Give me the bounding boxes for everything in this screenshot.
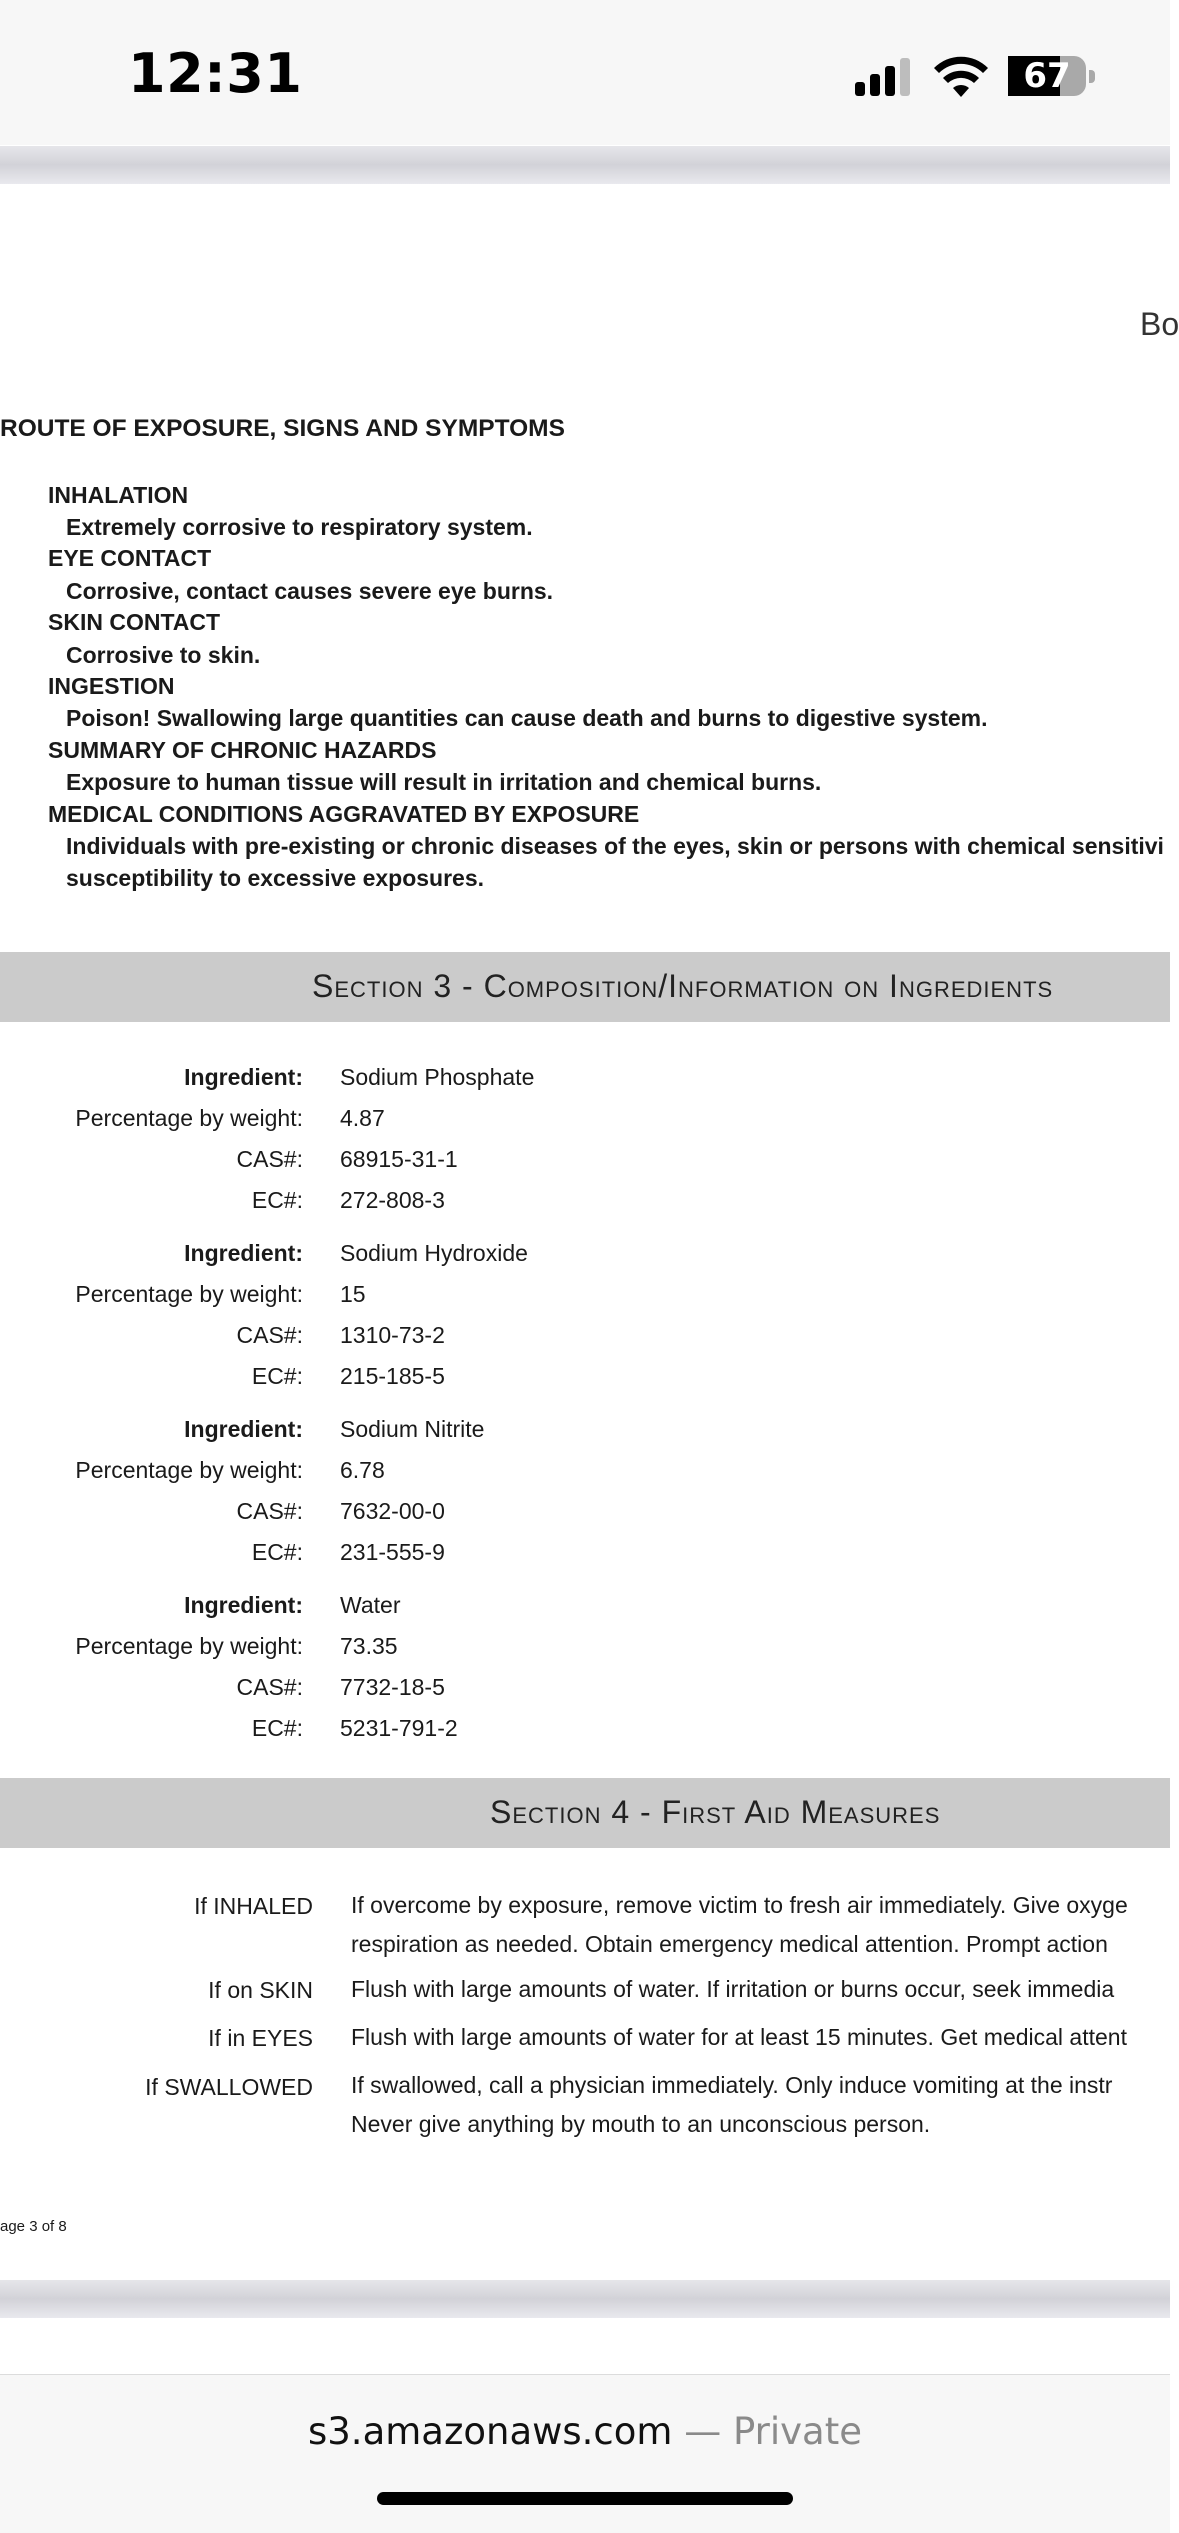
- first-aid-label: If on SKIN: [208, 1977, 313, 2003]
- route-text: Poison! Swallowing large quantities can cause death and burns to digestive system.: [66, 705, 988, 731]
- cellular-signal-icon: [855, 58, 915, 96]
- ingredient-ec: 215-185-5: [340, 1363, 445, 1389]
- first-aid-text: If swallowed, call a physician immediately. Only induce vomiting at the instr: [351, 2072, 1113, 2098]
- ingredient-ec: 272-808-3: [340, 1187, 445, 1213]
- percentage-label: Percentage by weight:: [75, 1105, 303, 1131]
- ingredient-cas: 7632-00-0: [340, 1498, 445, 1524]
- page-header-fragment: Bo: [1140, 306, 1179, 342]
- page-separator: [0, 146, 1170, 184]
- address-bar[interactable]: [0, 2410, 1170, 2453]
- ec-label: EC#:: [251, 1187, 303, 1213]
- first-aid-text: Flush with large amounts of water. If irritation or burns occur, seek immedia: [351, 1976, 1115, 2002]
- home-indicator[interactable]: [377, 2492, 793, 2505]
- percentage-label: Percentage by weight:: [75, 1633, 303, 1659]
- route-text: Corrosive to skin.: [66, 642, 261, 668]
- route-heading: EYE CONTACT: [48, 545, 212, 571]
- clock: 12:31: [128, 42, 303, 105]
- ingredient-percent: 73.35: [340, 1633, 398, 1659]
- page-number: age 3 of 8: [0, 2218, 67, 2235]
- first-aid-text: respiration as needed. Obtain emergency medical attention. Prompt action: [351, 1931, 1108, 1957]
- battery-level: 67: [1023, 56, 1071, 96]
- first-aid-text: Flush with large amounts of water for at least 15 minutes. Get medical attent: [351, 2024, 1127, 2050]
- ec-label: EC#:: [251, 1539, 303, 1565]
- route-heading: SKIN CONTACT: [48, 609, 221, 635]
- page-separator: [0, 2280, 1170, 2318]
- wifi-icon: [933, 56, 989, 98]
- route-heading: MEDICAL CONDITIONS AGGRAVATED BY EXPOSURE: [48, 801, 640, 827]
- cas-label: CAS#:: [236, 1498, 303, 1524]
- section-3-title: Section 3 - Composition/Information on Ingredients: [312, 968, 1054, 1004]
- ingredient-name: Sodium Nitrite: [340, 1416, 485, 1442]
- first-aid-text: If overcome by exposure, remove victim to fresh air immediately. Give oxyge: [351, 1892, 1128, 1918]
- route-text: Individuals with pre-existing or chronic diseases of the eyes, skin or persons with chemical sensitivi: [66, 833, 1164, 859]
- battery-cap: [1089, 70, 1095, 83]
- ingredient-ec: 231-555-9: [340, 1539, 445, 1565]
- cas-label: CAS#:: [236, 1674, 303, 1700]
- route-heading: INGESTION: [48, 673, 175, 699]
- percentage-label: Percentage by weight:: [75, 1457, 303, 1483]
- ingredient-name: Water: [340, 1592, 401, 1618]
- browser-bottom-bar: [0, 2374, 1170, 2533]
- first-aid-label: If in EYES: [208, 2025, 313, 2051]
- route-heading: SUMMARY OF CHRONIC HAZARDS: [48, 737, 437, 763]
- first-aid-label: If INHALED: [194, 1893, 313, 1919]
- private-label: — Private: [672, 2410, 862, 2453]
- ingredient-ec: 5231-791-2: [340, 1715, 458, 1741]
- ingredient-label: Ingredient:: [184, 1416, 303, 1442]
- ingredient-percent: 15: [340, 1281, 366, 1307]
- route-text: Corrosive, contact causes severe eye burns.: [66, 578, 554, 604]
- ingredient-cas: 68915-31-1: [340, 1146, 458, 1172]
- route-text: Extremely corrosive to respiratory system.: [66, 514, 533, 540]
- cas-label: CAS#:: [236, 1146, 303, 1172]
- ingredient-cas: 7732-18-5: [340, 1674, 445, 1700]
- ec-label: EC#:: [251, 1715, 303, 1741]
- route-exposure-title: ROUTE OF EXPOSURE, SIGNS AND SYMPTOMS: [0, 415, 565, 442]
- cas-label: CAS#:: [236, 1322, 303, 1348]
- ingredient-label: Ingredient:: [184, 1064, 303, 1090]
- ingredient-label: Ingredient:: [184, 1592, 303, 1618]
- first-aid-label: If SWALLOWED: [145, 2074, 313, 2100]
- route-text: susceptibility to excessive exposures.: [66, 865, 485, 891]
- route-text: Exposure to human tissue will result in irritation and chemical burns.: [66, 769, 822, 795]
- section-4-title: Section 4 - First Aid Measures: [490, 1794, 941, 1830]
- ingredient-name: Sodium Phosphate: [340, 1064, 535, 1090]
- battery-icon: [1008, 56, 1086, 96]
- ec-label: EC#:: [251, 1363, 303, 1389]
- status-bar: [0, 0, 1170, 145]
- ingredient-name: Sodium Hydroxide: [340, 1240, 528, 1266]
- url-domain: s3.amazonaws.com: [307, 2410, 673, 2453]
- ingredient-percent: 4.87: [340, 1105, 385, 1131]
- ingredient-label: Ingredient:: [184, 1240, 303, 1266]
- first-aid-text: Never give anything by mouth to an unconscious person.: [351, 2111, 931, 2137]
- percentage-label: Percentage by weight:: [75, 1281, 303, 1307]
- route-heading: INHALATION: [48, 482, 189, 508]
- ingredient-percent: 6.78: [340, 1457, 385, 1483]
- ingredient-cas: 1310-73-2: [340, 1322, 445, 1348]
